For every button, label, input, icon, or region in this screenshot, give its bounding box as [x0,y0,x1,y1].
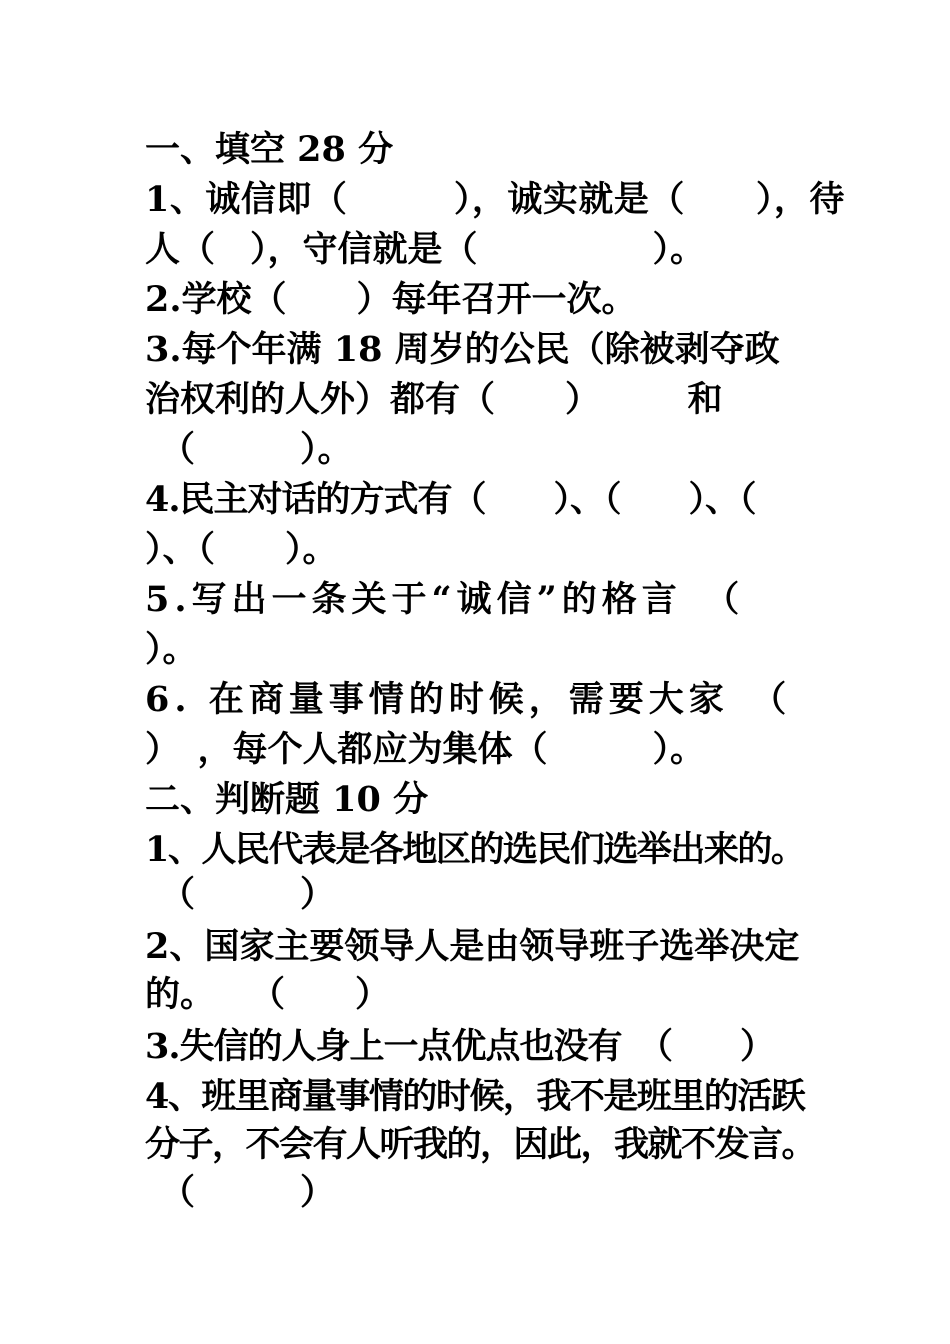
s2-q4-line3: （ ） [160,1172,336,1213]
s2-q2-line1: 2、国家主要领导人是由领导班子选举决定 [145,926,800,967]
s1-q1-line1: 1、诚信即（ ），诚实就是（ ），待 [145,179,845,220]
s1-q4-line2: ）、（ ）。 [145,529,338,570]
s1-q5-line1: 5.写出一条关于“诚信”的格言 （ [145,579,745,620]
s1-q2-line1: 2.学校（ ）每年召开一次。 [145,279,637,320]
s2-q4-line2: 分子，不会有人听我的，因此，我就不发言。 [145,1124,816,1165]
section1-heading: 一、填空 28 分 [145,129,394,170]
s1-q3-line2: 治权利的人外）都有（ ） 和 [145,379,723,420]
s2-q1-line2: （ ） [160,874,336,915]
s1-q1-line2: 人（ ），守信就是（ ）。 [145,229,706,270]
s1-q4-line1: 4.民主对话的方式有（ ）、（ ）、（ [145,479,756,520]
s1-q3-line3: （ ）。 [160,429,353,470]
s2-q4-line1: 4、班里商量事情的时候，我不是班里的活跃 [145,1076,805,1117]
s1-q6-line2: ） ，每个人都应为集体（ ）。 [145,729,706,770]
s1-q6-line1: 6. 在商量事情的时候，需要大家 （ [145,679,792,720]
s1-q5-line2: ）。 [145,629,198,670]
s2-q2-line2: 的。 （ ） [145,974,391,1015]
s2-q1-line1: 1、人民代表是各地区的选民们选举出来的。 [145,829,805,870]
s2-q3-line1: 3.失信的人身上一点优点也没有 （ ） [145,1026,775,1067]
section2-heading: 二、判断题 10 分 [145,779,429,820]
s1-q3-line1: 3.每个年满 18 周岁的公民（除被剥夺政 [145,329,780,370]
